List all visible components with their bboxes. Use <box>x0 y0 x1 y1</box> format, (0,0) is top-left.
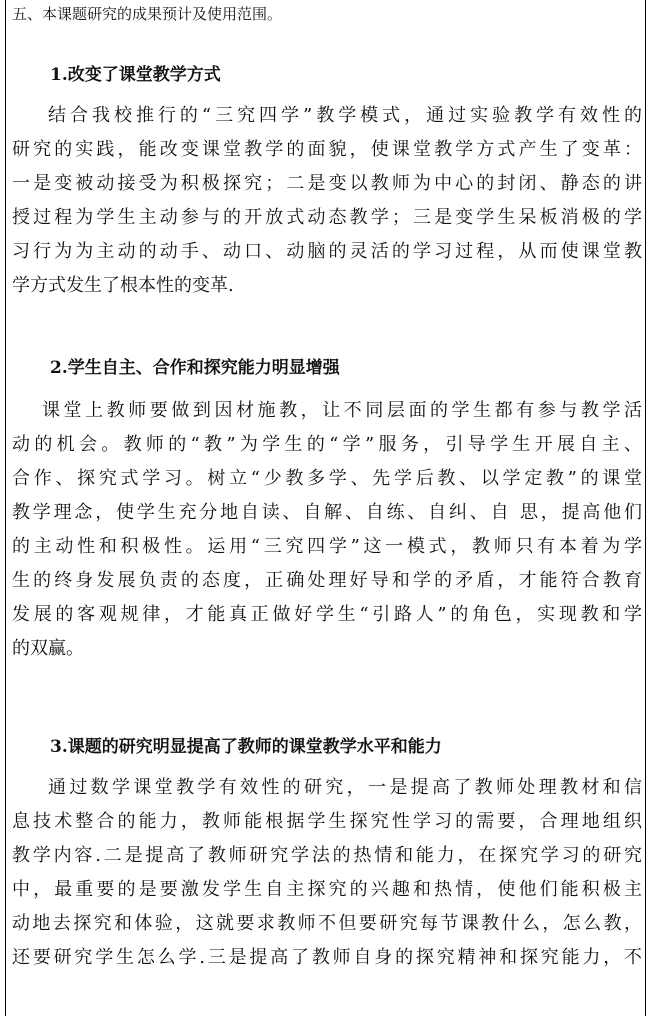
paragraph-1 <box>12 99 642 303</box>
paragraph-line: 教学内容.二是提高了教师研究学法的热情和能力，在探究学习的研究 <box>12 845 642 866</box>
paragraph-line: 生的终身发展负责的态度，正确处理好导和学的矛盾，才能符合教育 <box>12 570 642 591</box>
paragraph-line: 习行为为主动的动手、动口、动脑的灵活的学习过程，从而使课堂教 <box>12 241 642 262</box>
paragraph-line: 还要研究学生怎么学.三是提高了教师自身的探究精神和探究能力，不 <box>12 947 642 968</box>
paragraph-line: 研究的实践，能改变课堂教学的面貌，使课堂教学方式产生了变革： <box>12 139 642 160</box>
paragraph-2 <box>12 394 642 666</box>
paragraph-line: 教学理念，使学生充分地自读、自解、自练、自纠、自 思，提高他们 <box>12 502 642 523</box>
paragraph-line: 通过数学课堂教学有效性的研究，一是提高了教师处理教材和信 <box>48 777 642 798</box>
section-title: 五、本课题研究的成果预计及使用范围。 <box>12 5 283 23</box>
paragraph-line: 发展的客观规律，才能真正做好学生“引路人”的角色，实现教和学 <box>12 604 642 625</box>
paragraph-3 <box>12 771 642 975</box>
heading-3: 3.课题的研究明显提高了教师的课堂教学水平和能力 <box>50 737 442 757</box>
paragraph-line: 课堂上教师要做到因材施教，让不同层面的学生都有参与教学活 <box>42 400 642 421</box>
heading-1: 1.改变了课堂教学方式 <box>50 65 221 85</box>
paragraph-line: 授过程为学生主动参与的开放式动态教学；三是变学生呆板消极的学 <box>12 207 642 228</box>
paragraph-line: 学方式发生了根本性的变革. <box>12 275 234 296</box>
paragraph-line: 结合我校推行的“三究四学”教学模式，通过实验教学有效性的 <box>48 105 642 126</box>
paragraph-line: 中，最重要的是要激发学生自主探究的兴趣和热情，使他们能积极主 <box>12 879 642 900</box>
paragraph-line: 的双赢。 <box>12 638 84 659</box>
paragraph-line: 动地去探究和体验，这就要求教师不但要研究每节课教什么，怎么教， <box>12 913 642 934</box>
paragraph-line: 合作、探究式学习。树立“少教多学、先学后教、以学定教”的课堂 <box>12 468 642 489</box>
heading-2: 2.学生自主、合作和探究能力明显增强 <box>50 358 340 378</box>
paragraph-line: 动的机会。教师的“教”为学生的“学”服务，引导学生开展自主、 <box>12 434 642 455</box>
paragraph-line: 的主动性和积极性。运用“三究四学”这一模式，教师只有本着为学 <box>12 536 642 557</box>
paragraph-line: 息技术整合的能力，教师能根据学生探究性学习的需要，合理地组织 <box>12 811 642 832</box>
paragraph-line: 一是变被动接受为积极探究；二是变以教师为中心的封闭、静态的讲 <box>12 173 642 194</box>
